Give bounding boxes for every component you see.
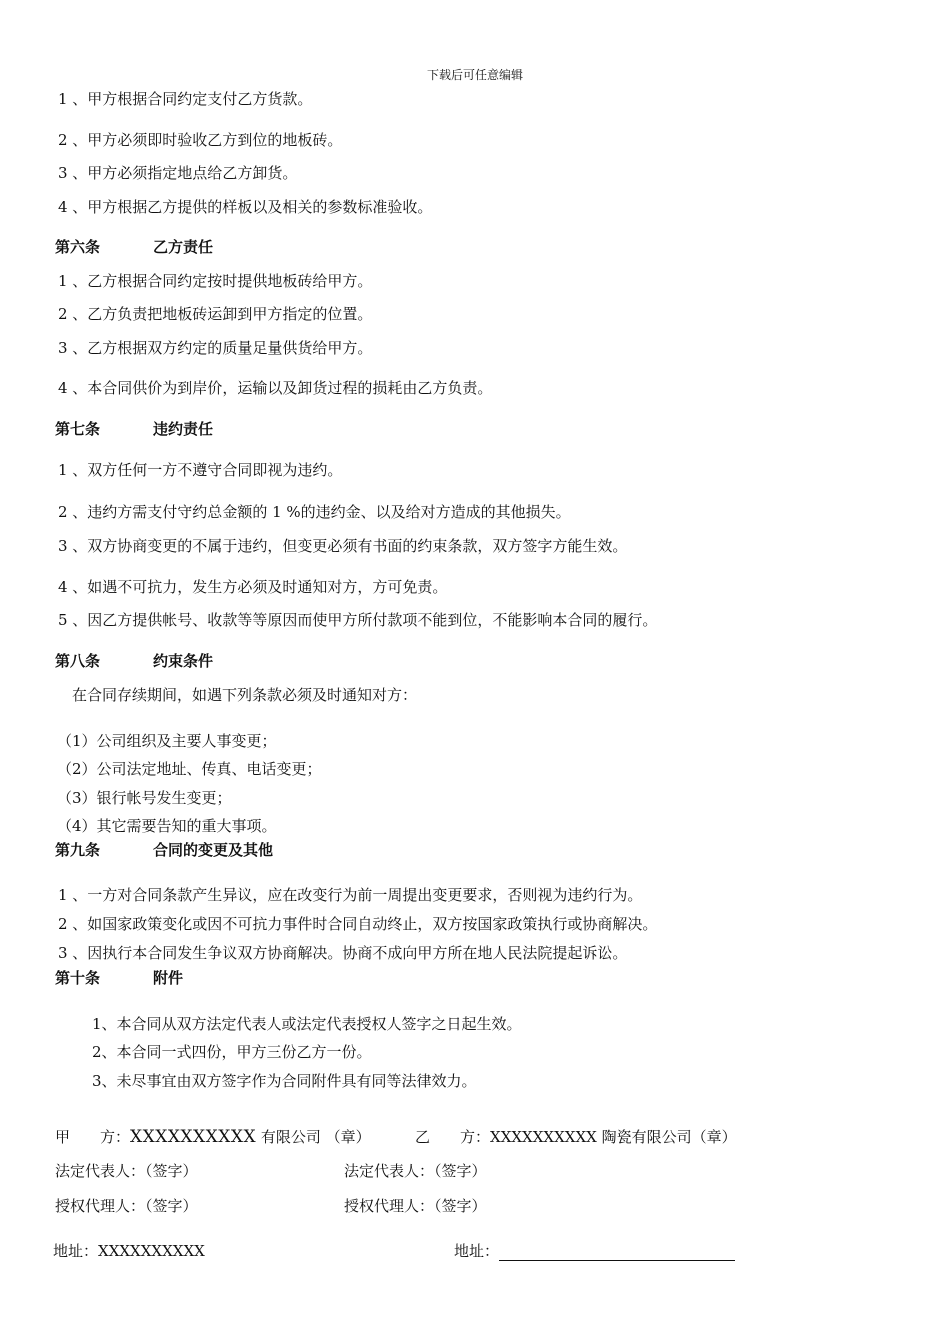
party-a-legal-rep: 法定代表人：（签字） (55, 1162, 198, 1180)
clause-7-item-4: 4 、如遇不可抗力，发生方必须及时通知对方，方可免责。 (58, 578, 448, 596)
party-b-company-name: XXXXXXXXXX 陶瓷有限公司（章） (490, 1128, 737, 1146)
clause-7-item-1: 1 、双方任何一方不遵守合同即视为违约。 (58, 461, 343, 479)
clause-6-item-2: 2 、乙方负责把地板砖运卸到甲方指定的位置。 (58, 305, 373, 323)
clause-8-item-4: （4）其它需要告知的重大事项。 (57, 817, 277, 835)
party-a-company-suffix: 有限公司 （章） (256, 1128, 371, 1146)
article-7-number: 第七条 (55, 420, 101, 438)
party-b-address (454, 1241, 735, 1261)
party-a-line (55, 1127, 371, 1147)
clause-10-item-2: 2、本合同一式四份，甲方三份乙方一份。 (92, 1043, 372, 1061)
party-b-line (415, 1127, 737, 1147)
clause-6-item-4: 4 、本合同供价为到岸价，运输以及卸货过程的损耗由乙方负责。 (58, 379, 493, 397)
party-b-address-label: 地址： (454, 1242, 500, 1260)
article-9-title: 合同的变更及其他 (153, 841, 274, 859)
clause-7-item-2: 2 、违约方需支付守约总金额的 1 %的违约金、以及给对方造成的其他损失。 (58, 503, 571, 521)
article-7-title: 违约责任 (153, 420, 214, 438)
clause-6-item-1: 1 、乙方根据合同约定按时提供地板砖给甲方。 (58, 272, 373, 290)
party-a-authorized-agent: 授权代理人：（签字） (55, 1197, 198, 1215)
article-9-number: 第九条 (55, 841, 101, 859)
article-6-heading (55, 237, 213, 257)
article-9-heading (55, 840, 273, 860)
clause-5-item-4: 4 、甲方根据乙方提供的样板以及相关的参数标准验收。 (58, 198, 433, 216)
clause-9-item-1: 1 、一方对合同条款产生异议，应在改变行为前一周提出变更要求，否则视为违约行为。 (58, 886, 643, 904)
clause-9-item-3: 3 、因执行本合同发生争议双方协商解决。协商不成向甲方所在地人民法院提起诉讼。 (58, 944, 628, 962)
article-8-title: 约束条件 (153, 652, 214, 670)
party-b-label: 乙 方： (415, 1128, 491, 1146)
clause-8-item-2: （2）公司法定地址、传真、电话变更； (57, 760, 322, 778)
article-6-title: 乙方责任 (153, 238, 214, 256)
article-10-heading (55, 968, 183, 988)
party-a-address-label: 地址： (53, 1242, 99, 1260)
clause-8-item-3: （3）银行帐号发生变更； (57, 789, 232, 807)
party-a-label: 甲 方： (55, 1128, 131, 1146)
clause-7-item-3: 3 、双方协商变更的不属于违约，但变更必须有书面的约束条款，双方签字方能生效。 (58, 537, 628, 555)
clause-10-item-1: 1、本合同从双方法定代表人或法定代表授权人签字之日起生效。 (92, 1015, 522, 1033)
clause-7-item-5: 5 、因乙方提供帐号、收款等等原因而使甲方所付款项不能到位，不能影响本合同的履行。 (58, 611, 658, 629)
article-8-intro: 在合同存续期间，如遇下列条款必须及时通知对方： (72, 686, 418, 704)
clause-9-item-2: 2 、如国家政策变化或因不可抗力事件时合同自动终止，双方按国家政策执行或协商解决。 (58, 915, 658, 933)
article-10-title: 附件 (153, 969, 184, 987)
clause-8-item-1: （1）公司组织及主要人事变更； (57, 732, 277, 750)
clause-5-item-3: 3 、甲方必须指定地点给乙方卸货。 (58, 164, 298, 182)
article-8-heading (55, 651, 213, 671)
article-6-number: 第六条 (55, 238, 101, 256)
party-a-company-name: XXXXXXXXXX (130, 1127, 257, 1147)
article-10-number: 第十条 (55, 969, 101, 987)
article-8-number: 第八条 (55, 652, 101, 670)
party-b-address-blank[interactable] (499, 1242, 735, 1261)
party-a-address (53, 1241, 205, 1261)
clause-5-item-1: 1 、甲方根据合同约定支付乙方货款。 (58, 90, 313, 108)
page-header: 下载后可任意编辑 (426, 68, 523, 82)
party-a-address-value: XXXXXXXXXX (98, 1242, 205, 1260)
article-7-heading (55, 419, 213, 439)
clause-5-item-2: 2 、甲方必须即时验收乙方到位的地板砖。 (58, 131, 343, 149)
clause-10-item-3: 3、未尽事宜由双方签字作为合同附件具有同等法律效力。 (92, 1072, 477, 1090)
clause-6-item-3: 3 、乙方根据双方约定的质量足量供货给甲方。 (58, 339, 373, 357)
party-b-legal-rep: 法定代表人：（签字） (344, 1162, 487, 1180)
party-b-authorized-agent: 授权代理人：（签字） (344, 1197, 487, 1215)
